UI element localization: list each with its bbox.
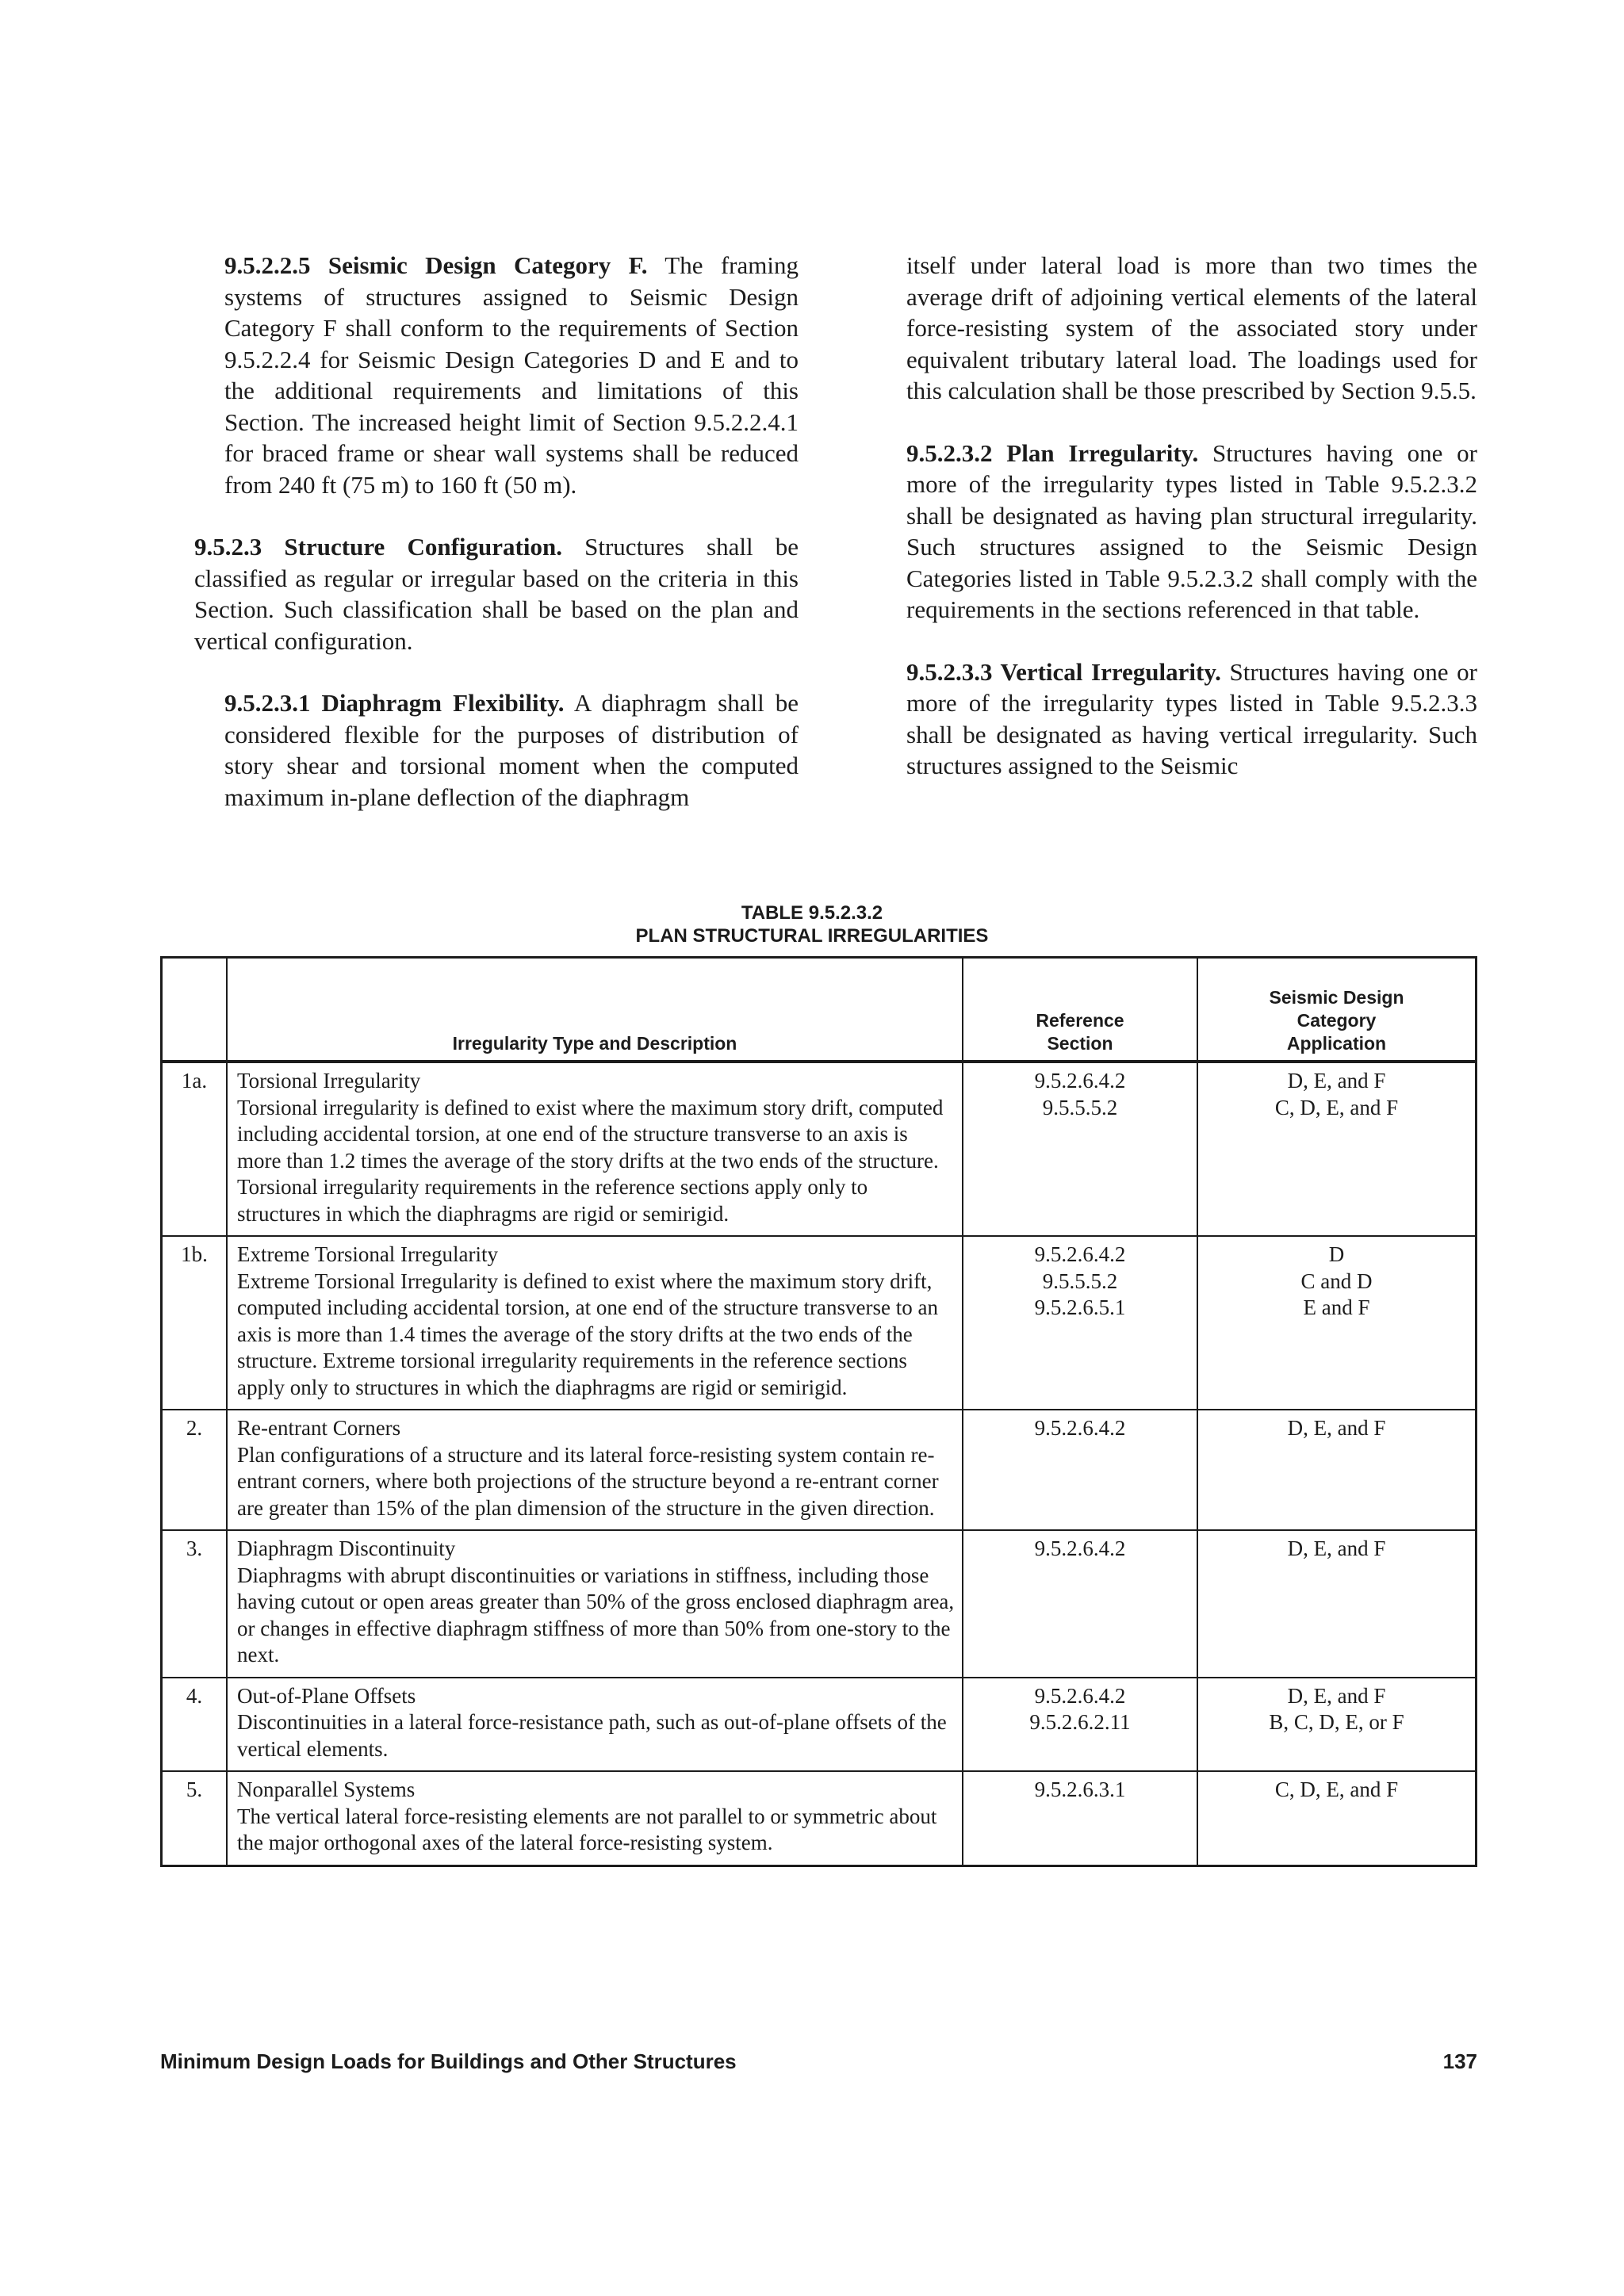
reference-sections	[962, 1063, 1197, 1235]
reference-section: 9.5.2.6.3.1	[1034, 1777, 1126, 1801]
paragraph-text: A diaphragm shall be considered flexible for the purposes of distribution of story shear and torsional moment when the computed maximum in-plane deflection of the diaphragm	[224, 689, 799, 811]
reference-sections	[962, 1410, 1197, 1529]
row-description-cell	[226, 1410, 962, 1529]
category-applications	[1197, 1063, 1475, 1235]
irregularity-title: Nonparallel Systems	[237, 1777, 416, 1801]
paragraph-9-5-2-3-1	[194, 687, 799, 813]
reference-section: 9.5.2.6.4.2	[1034, 1416, 1126, 1440]
category-application: D	[1328, 1242, 1345, 1266]
paragraph-text: Structures having one or more of the irregularity types listed in Table 9.5.2.3.3 shall be designated as having vertical irregularity. Such structures assigned to the Seismic	[906, 657, 1477, 779]
row-number: 4.	[186, 1683, 203, 1708]
header-category-line: Application	[1286, 1033, 1387, 1054]
row-description-cell	[226, 1678, 962, 1771]
irregularity-title: Extreme Torsional Irregularity	[237, 1242, 498, 1266]
reference-section: 9.5.2.6.4.2	[1034, 1683, 1126, 1708]
header-number-cell	[163, 959, 226, 1060]
row-number: 1b.	[181, 1242, 208, 1266]
paragraph-text: Structures shall be classified as regular or irregular based on the criteria in this Section. Such classification shall be based on the plan and vertical configuration.	[194, 533, 799, 655]
category-application: D, E, and F	[1287, 1683, 1386, 1708]
row-description-cell	[226, 1063, 962, 1235]
reference-section: 9.5.2.6.4.2	[1034, 1242, 1126, 1266]
paragraph-9-5-2-2-5	[194, 250, 799, 500]
table-row	[163, 1235, 1475, 1409]
row-description-cell	[226, 1531, 962, 1677]
row-number: 3.	[186, 1536, 203, 1560]
reference-sections	[962, 1531, 1197, 1677]
irregularity-description: Torsional irregularity is defined to exist where the maximum story drift, computed including accidental torsion, at one end of the structure transverse to an axis is more than 1.2 times the average of the story drifts at the two ends of the structure. Torsional irregularity requirements in the reference sections apply only to structures in which the diaphragms are rigid or semirigid.	[237, 1095, 944, 1226]
reference-sections	[962, 1237, 1197, 1409]
paragraph-text: itself under lateral load is more than two times the average drift of adjoining vertical elements of the lateral force-resisting system of the associated story under equivalent tributary lateral load. The loadings used for this calculation shall be those prescribed by Section 9.5.5.	[906, 251, 1477, 404]
category-application: C, D, E, and F	[1274, 1777, 1399, 1801]
header-description-cell	[226, 959, 962, 1060]
header-category-line: Seismic Design	[1269, 987, 1404, 1008]
paragraph-text: The framing systems of structures assigned to Seismic Design Category F shall conform to the requirements of Section 9.5.2.2.4 for Seismic Design Categories D and E and to the additional requirements and limitations of this Section. The increased height limit of Section 9.5.2.2.4.1 for braced frame or shear wall systems shall be reduced from 240 ft (75 m) to 160 ft (50 m).	[224, 251, 799, 499]
category-applications	[1197, 1678, 1475, 1771]
category-applications	[1197, 1410, 1475, 1529]
category-applications	[1197, 1772, 1475, 1865]
header-reference	[1036, 1009, 1124, 1055]
category-application: E and F	[1303, 1295, 1370, 1319]
header-description: Irregularity Type and Description	[452, 1033, 737, 1054]
section-heading: 9.5.2.2.5 Seismic Design Category F.	[224, 251, 648, 279]
reference-section: 9.5.5.5.2	[1042, 1095, 1118, 1119]
category-applications	[1197, 1237, 1475, 1409]
section-heading: 9.5.2.3.3 Vertical Irregularity.	[906, 657, 1221, 686]
irregularity-description: Extreme Torsional Irregularity is defined to exist where the maximum story drift, computed including accidental torsion, at one end of the structure transverse to an axis is more than 1.4 times the average of the story drifts at the two ends of the structure. Extreme torsional irregularity requirements in the reference sections apply only to structures in which the diaphragms are rigid or semirigid.	[237, 1269, 938, 1399]
reference-section: 9.5.2.6.4.2	[1034, 1536, 1126, 1560]
page-number: 137	[1442, 2049, 1477, 2073]
irregularity-description: Discontinuities in a lateral force-resistance path, such as out-of-plane offsets of the vertical elements.	[237, 1710, 947, 1761]
irregularity-description: The vertical lateral force-resisting elements are not parallel to or symmetric about the major orthogonal axes of the lateral force-resisting system.	[237, 1804, 937, 1854]
header-reference-line: Section	[1047, 1033, 1113, 1054]
category-application: D, E, and F	[1287, 1536, 1386, 1560]
section-heading: 9.5.2.3.1 Diaphragm Flexibility.	[224, 689, 565, 717]
section-heading: 9.5.2.3.2 Plan Irregularity.	[906, 438, 1199, 467]
section-heading: 9.5.2.3 Structure Configuration.	[194, 533, 562, 561]
paragraph-text: Structures having one or more of the irregularity types listed in Table 9.5.2.3.2 shall be designated as having plan structural irregularity. Such structures assigned to the Seismic Design Categories listed in Table 9.5.2.3.2 shall comply with the requirements in the sections referenced in that table.	[906, 438, 1477, 623]
category-applications	[1197, 1531, 1475, 1677]
reference-sections	[962, 1678, 1197, 1771]
running-footer-title: Minimum Design Loads for Buildings and Other Structures	[160, 2049, 737, 2073]
table-row	[163, 1770, 1475, 1865]
table-row	[163, 1529, 1475, 1677]
table-row	[163, 1409, 1475, 1529]
row-number: 1a.	[181, 1069, 208, 1093]
category-application: B, C, D, E, or F	[1269, 1710, 1404, 1734]
table-title: PLAN STRUCTURAL IRREGULARITIES	[635, 925, 989, 947]
irregularity-title: Re-entrant Corners	[237, 1416, 401, 1440]
table-header-row	[163, 959, 1475, 1062]
paragraph-continuation	[906, 250, 1477, 407]
row-description-cell	[226, 1237, 962, 1409]
header-reference-cell	[962, 959, 1197, 1060]
irregularity-title: Diaphragm Discontinuity	[237, 1536, 456, 1560]
paragraph-9-5-2-3	[194, 531, 799, 656]
paragraph-9-5-2-3-3	[906, 656, 1477, 782]
irregularity-title: Out-of-Plane Offsets	[237, 1683, 416, 1708]
category-application: D, E, and F	[1287, 1069, 1386, 1093]
header-category-cell	[1197, 959, 1475, 1060]
table-row	[163, 1677, 1475, 1771]
category-application: C and D	[1300, 1269, 1373, 1293]
table-row	[163, 1062, 1475, 1235]
irregularity-description: Diaphragms with abrupt discontinuities or variations in stiffness, including those having cutout or open areas greater than 50% of the gross enclosed diaphragm area, or changes in effective diaphragm stiffness of more than 50% from one-story to the next.	[237, 1563, 955, 1667]
irregularity-description: Plan configurations of a structure and its lateral force-resisting system contain re-entrant corners, where both projections of the structure beyond a re-entrant corner are greater than 15% of the plan dimension of the structure in the given direction.	[237, 1442, 939, 1520]
irregularity-title: Torsional Irregularity	[237, 1069, 421, 1093]
category-application: C, D, E, and F	[1274, 1095, 1399, 1119]
paragraph-9-5-2-3-2	[906, 438, 1477, 626]
header-category-line: Category	[1297, 1010, 1377, 1031]
plan-irregularities-table	[160, 956, 1477, 1867]
reference-section: 9.5.2.6.5.1	[1034, 1295, 1126, 1319]
header-reference-line: Reference	[1036, 1010, 1124, 1031]
reference-section: 9.5.5.5.2	[1042, 1269, 1118, 1293]
table-number: TABLE 9.5.2.3.2	[741, 902, 883, 924]
reference-section: 9.5.2.6.4.2	[1034, 1069, 1126, 1093]
row-number: 5.	[186, 1777, 203, 1801]
left-column	[194, 250, 799, 813]
category-application: D, E, and F	[1287, 1416, 1386, 1440]
right-column	[906, 250, 1477, 782]
reference-sections	[962, 1772, 1197, 1865]
row-number: 2.	[186, 1416, 203, 1440]
row-description-cell	[226, 1772, 962, 1865]
header-category	[1269, 986, 1404, 1055]
reference-section: 9.5.2.6.2.11	[1029, 1710, 1131, 1734]
